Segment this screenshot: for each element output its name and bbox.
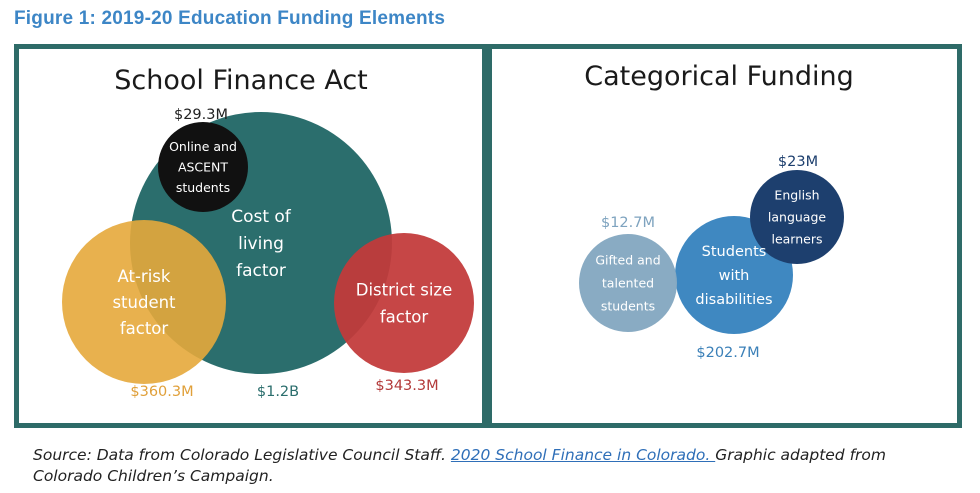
source-prefix: Source: Data from Colorado Legislative Council Staff. bbox=[33, 446, 451, 464]
source-suffix: Graphic adapted from Colorado Children’s Campaign. bbox=[33, 446, 886, 485]
at-risk-student-factor-label: At-risk student factor bbox=[112, 266, 176, 338]
english-language-learners-label: English language learners bbox=[767, 187, 827, 247]
gifted-and-talented-students-value: $12.7M bbox=[600, 215, 656, 231]
students-with-disabilities-value: $202.7M bbox=[696, 345, 760, 361]
panel-title: School Finance Act bbox=[114, 65, 368, 96]
district-size-factor-bubble bbox=[334, 233, 474, 373]
source-link[interactable]: 2020 School Finance in Colorado. bbox=[450, 446, 716, 464]
school-finance-act-chart bbox=[19, 49, 482, 423]
cost-of-living-factor-label: Cost of living factor bbox=[231, 206, 291, 281]
at-risk-student-factor-value: $360.3M bbox=[130, 384, 194, 400]
online-and-ascent-students-value: $29.3M bbox=[173, 107, 229, 123]
panel-title: Categorical Funding bbox=[584, 61, 854, 92]
categorical-funding-panel bbox=[487, 44, 962, 428]
school-finance-act-panel bbox=[14, 44, 487, 428]
source-note bbox=[33, 445, 933, 487]
district-size-factor-value: $343.3M bbox=[375, 378, 439, 394]
students-with-disabilities-label: Students with disabilities bbox=[695, 244, 773, 309]
cost-of-living-factor-value: $1.2B bbox=[256, 384, 300, 400]
figure-title: Figure 1: 2019-20 Education Funding Elements bbox=[14, 8, 446, 29]
gifted-and-talented-students-label: Gifted and talented students bbox=[595, 252, 661, 314]
english-language-learners-value: $23M bbox=[777, 154, 819, 170]
online-and-ascent-students-label: Online and ASCENT students bbox=[169, 138, 237, 195]
categorical-funding-chart bbox=[492, 49, 957, 423]
district-size-factor-label: District size factor bbox=[355, 280, 453, 327]
